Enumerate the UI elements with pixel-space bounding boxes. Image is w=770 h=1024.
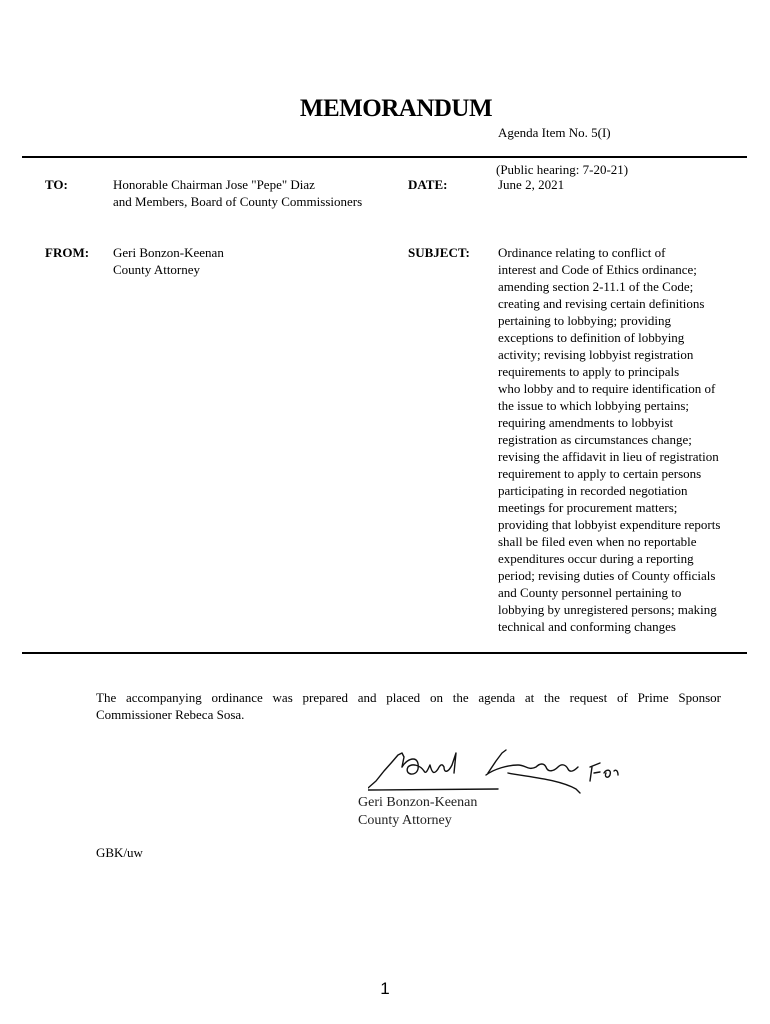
memo-title: MEMORANDUM [299, 95, 493, 122]
subject-line: exceptions to definition of lobbying [498, 330, 685, 345]
subject-line: lobbying by unregistered persons; making [498, 602, 717, 617]
page-number: 1 [380, 979, 390, 998]
subject-line: creating and revising certain definitions [498, 296, 705, 311]
subject-line: requirements to apply to principals [498, 364, 680, 379]
to-line: and Members, Board of County Commissioners [113, 194, 363, 209]
from-line: Geri Bonzon-Keenan [113, 245, 224, 260]
signature-block [358, 794, 477, 830]
subject-line: and County personnel pertaining to [498, 585, 682, 600]
subject-line: participating in recorded negotiation [498, 483, 688, 498]
body-line: Commissioner Rebeca Sosa. [96, 707, 245, 722]
subject-line: period; revising duties of County officials [498, 568, 716, 583]
body-paragraph [96, 689, 721, 723]
date-value: June 2, 2021 [498, 177, 565, 192]
from-label: FROM: [45, 245, 90, 260]
signer-title: County Attorney [358, 813, 452, 828]
to-line: Honorable Chairman Jose "Pepe" Diaz [113, 177, 315, 192]
date-label: DATE: [408, 177, 448, 192]
subject-line: shall be filed even when no reportable [498, 534, 697, 549]
top-divider [22, 156, 747, 158]
to-label: TO: [45, 177, 68, 192]
subject-line: Ordinance relating to conflict of [498, 245, 666, 260]
from-line: County Attorney [113, 262, 201, 277]
from-value [113, 244, 224, 278]
subject-line: registration as circumstances change; [498, 432, 692, 447]
subject-line: requirement to apply to certain persons [498, 466, 702, 481]
body-line: The accompanying ordinance was prepared and placed on the agenda at the request of Prime Sponsor [96, 690, 721, 705]
subject-line: interest and Code of Ethics ordinance; [498, 262, 697, 277]
typist-initials: GBK/uw [96, 845, 143, 860]
agenda-item: Agenda Item No. 5(I) [498, 125, 611, 140]
bottom-divider [22, 652, 747, 654]
subject-line: meetings for procurement matters; [498, 500, 678, 515]
subject-line: providing that lobbyist expenditure reports [498, 517, 721, 532]
subject-line: technical and conforming changes [498, 619, 676, 634]
subject-line: requiring amendments to lobbyist [498, 415, 674, 430]
signer-name: Geri Bonzon-Keenan [358, 795, 478, 810]
subject-line: revising the affidavit in lieu of registration [498, 449, 719, 464]
subject-text [498, 244, 720, 635]
to-value [113, 176, 362, 210]
subject-line: activity; revising lobbyist registration [498, 347, 694, 362]
subject-line: amending section 2-11.1 of the Code; [498, 279, 694, 294]
subject-line: the issue to which lobbying pertains; [498, 398, 690, 413]
subject-line: expenditures occur during a reporting [498, 551, 694, 566]
subject-line: who lobby and to require identification of [498, 381, 716, 396]
subject-label: SUBJECT: [408, 245, 470, 260]
public-hearing-note: (Public hearing: 7-20-21) [496, 162, 629, 177]
subject-line: pertaining to lobbying; providing [498, 313, 671, 328]
